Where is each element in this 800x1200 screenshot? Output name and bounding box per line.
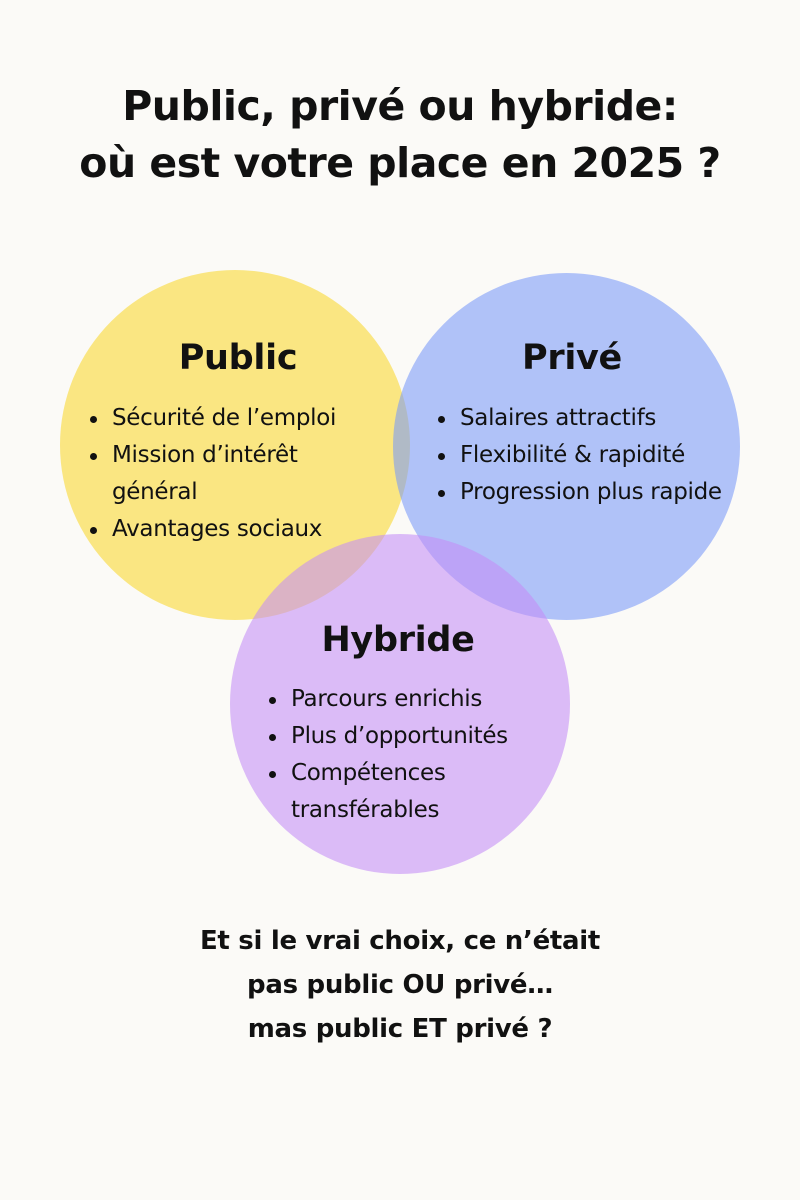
public-heading: Public — [178, 338, 298, 378]
list-item: Salaires attractifs — [436, 400, 731, 437]
public-list — [88, 400, 378, 548]
hybride-list — [267, 681, 547, 829]
page-title — [0, 78, 800, 192]
footer-line-1: Et si le vrai choix, ce n’était — [199, 926, 601, 956]
list-item: Flexibilité & rapidité — [436, 437, 731, 474]
list-item: Mission d’intérêt général — [88, 437, 378, 511]
public-group — [88, 338, 388, 548]
footer-line-2: pas public OU privé… — [247, 970, 553, 1000]
list-item: Plus d’opportunités — [267, 718, 547, 755]
hybride-group — [267, 620, 547, 829]
prive-heading: Privé — [522, 338, 622, 378]
list-item: Sécurité de l’emploi — [88, 400, 378, 437]
hybride-heading: Hybride — [321, 620, 475, 660]
list-item: Avantages sociaux — [88, 511, 378, 548]
prive-group — [436, 338, 731, 511]
title-line-2: où est votre place en 2025 ? — [79, 139, 721, 187]
prive-list — [436, 400, 731, 511]
closing-question — [0, 919, 800, 1051]
list-item: Compétences transférables — [267, 755, 547, 829]
title-line-1: Public, privé ou hybride: — [122, 82, 678, 130]
list-item: Parcours enrichis — [267, 681, 547, 718]
list-item: Progression plus rapide — [436, 474, 731, 511]
footer-line-3: mas public ET privé ? — [247, 1014, 553, 1044]
